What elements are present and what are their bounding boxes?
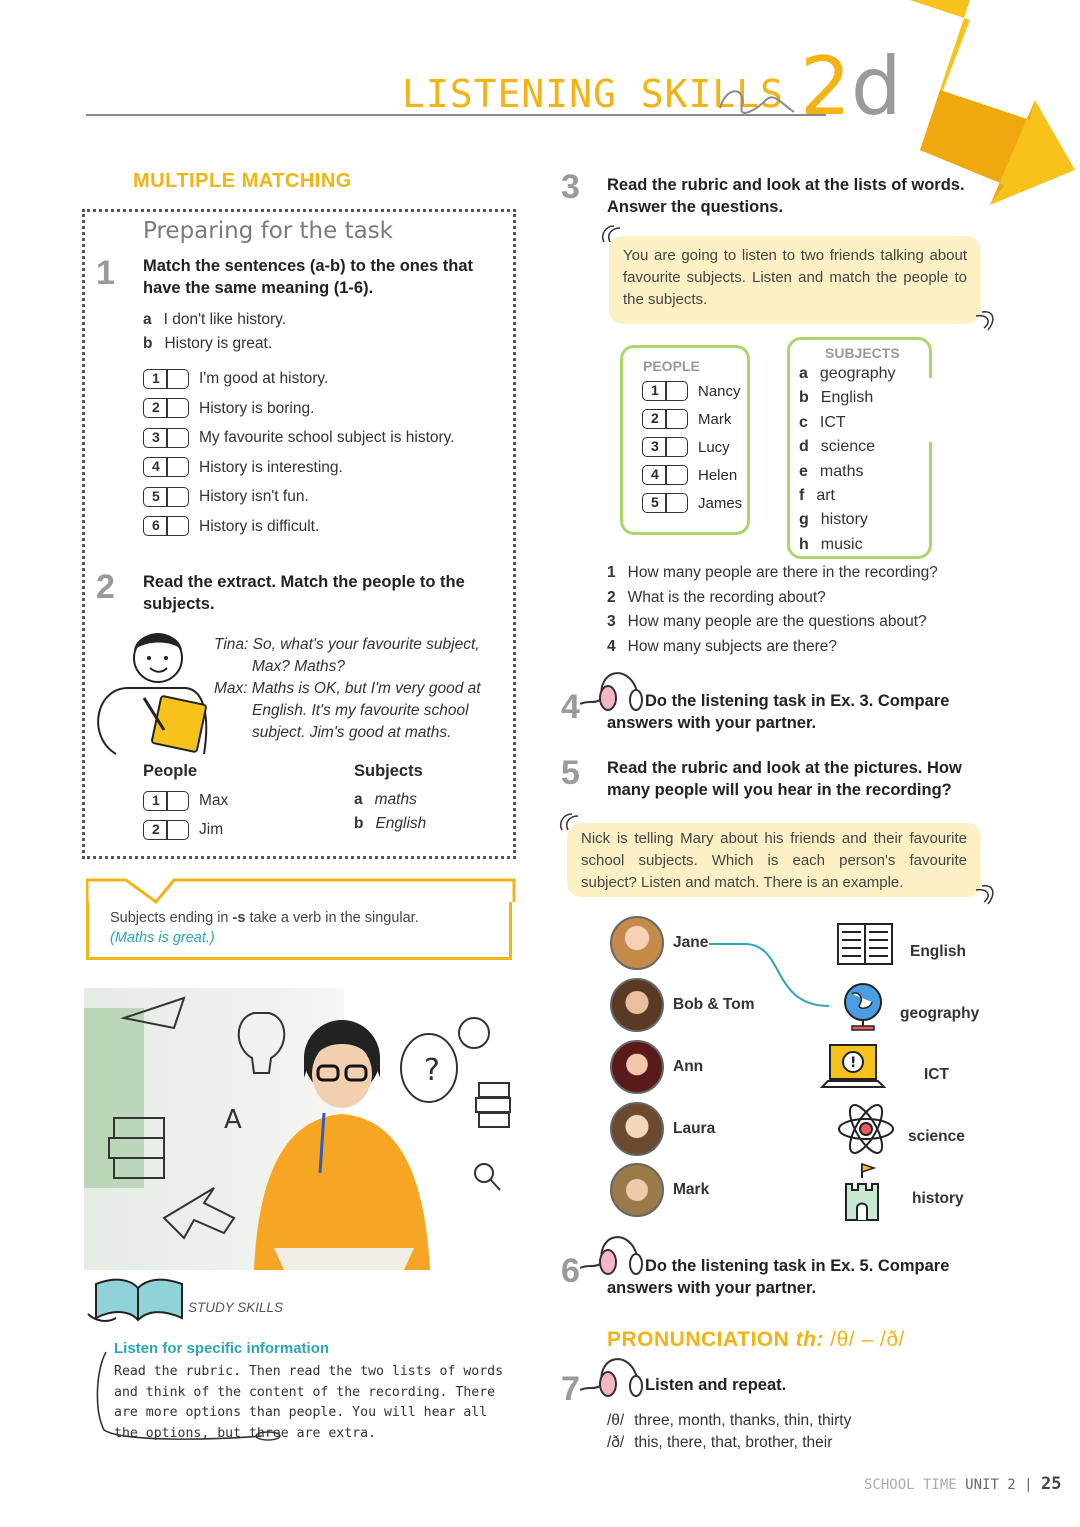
subject-label: science xyxy=(908,1128,965,1145)
avatar xyxy=(610,1102,664,1156)
list-item: g history xyxy=(799,511,868,529)
study-skills-heading: Listen for specific information xyxy=(114,1340,330,1357)
ex5-rubric: Nick is telling Mary about his friends and their favourite school subjects. Which is each person's favourite subject? Listen and match. There is an example. xyxy=(567,823,981,897)
swirl-decoration xyxy=(716,80,796,120)
answer-box[interactable]: 5 xyxy=(642,493,688,513)
answer-box[interactable]: 1 xyxy=(143,791,189,811)
ex2-people xyxy=(143,786,228,844)
answer-box[interactable]: 2 xyxy=(143,398,189,418)
laptop-ict-icon xyxy=(820,1043,886,1091)
person-name: Bob & Tom xyxy=(673,996,755,1013)
answer-box[interactable]: 1 xyxy=(642,381,688,401)
answer-box[interactable]: 5 xyxy=(143,487,189,507)
subjects-heading: Subjects xyxy=(354,762,423,780)
list-item: 4 Helen xyxy=(642,461,742,489)
list-item: 3 How many people are the questions about? xyxy=(607,613,927,630)
list-item: 3 My favourite school subject is history. xyxy=(143,423,455,453)
list-item: e maths xyxy=(799,462,864,480)
list-item: /ð/ this, there, that, brother, their xyxy=(607,1434,833,1451)
atom-science-icon xyxy=(836,1102,896,1156)
subjects-list-heading: SUBJECTS xyxy=(825,345,900,361)
subject-label: English xyxy=(910,943,966,960)
study-skills-body: Read the rubric. Then read the two lists of words and think of the content of the recording. There are more options than people. You will hear all the options, but three are extra. xyxy=(114,1364,504,1441)
people-heading: People xyxy=(143,762,198,780)
list-item: 2 History is boring. xyxy=(143,394,455,424)
list-item: 5 James xyxy=(642,489,742,517)
unit-code: 2d xyxy=(800,40,902,133)
person-name: Mark xyxy=(673,1181,710,1198)
avatar xyxy=(610,978,664,1032)
list-item: 4 History is interesting. xyxy=(143,453,455,483)
answer-box[interactable]: 1 xyxy=(143,369,189,389)
list-item: a geography xyxy=(799,365,896,382)
list-item: 2 Mark xyxy=(642,405,742,433)
answer-box[interactable]: 2 xyxy=(143,820,189,840)
svg-text:?: ? xyxy=(424,1053,440,1088)
ex1-sentences xyxy=(143,308,286,356)
answer-box[interactable]: 3 xyxy=(143,428,189,448)
pronunciation-title: PRONUNCIATION th: /θ/ – /ð/ xyxy=(607,1328,905,1351)
list-item: 6 History is difficult. xyxy=(143,512,455,542)
subject-label: geography xyxy=(900,1005,980,1022)
sentence-a: a I don't like history. xyxy=(143,311,287,328)
ex7-instruction: Listen and repeat. xyxy=(645,1376,787,1394)
exercise-number-1: 1 xyxy=(96,254,115,292)
ex7-words xyxy=(607,1410,851,1454)
exercise-number-5: 5 xyxy=(561,754,580,792)
bracket-decoration xyxy=(92,1350,312,1445)
headphones-icon[interactable] xyxy=(580,1346,646,1400)
answer-box[interactable]: 3 xyxy=(642,437,688,457)
globe-geography-icon xyxy=(830,980,896,1032)
list-item: 4 How many subjects are there? xyxy=(607,637,837,655)
section-title: MULTIPLE MATCHING xyxy=(133,170,352,192)
svg-text:!: ! xyxy=(850,1055,857,1071)
list-item: 5 History isn't fun. xyxy=(143,482,455,512)
book-english-icon xyxy=(836,920,894,968)
list-item: a maths xyxy=(354,791,417,808)
list-item: /θ/ three, month, thanks, thin, thirty xyxy=(607,1412,852,1429)
exercise-number-7: 7 xyxy=(561,1370,580,1408)
student-photo xyxy=(84,988,524,1270)
answer-box[interactable]: 4 xyxy=(642,465,688,485)
book-icon xyxy=(86,1278,190,1330)
page-title: LISTENING SKILLS xyxy=(402,72,785,116)
list-item: c ICT xyxy=(799,413,846,431)
rubric-quote-marks xyxy=(558,812,994,906)
ex2-subjects xyxy=(354,788,426,836)
list-item: 1 Max xyxy=(143,786,228,815)
subjects-list xyxy=(799,362,896,557)
list-item: b English xyxy=(799,389,874,407)
subject-label: ICT xyxy=(924,1066,949,1083)
answer-box[interactable]: 6 xyxy=(143,516,189,536)
answer-box[interactable]: 2 xyxy=(642,409,688,429)
answer-box[interactable]: 4 xyxy=(143,457,189,477)
footer: SCHOOL TIME UNIT 2 | 25 xyxy=(864,1474,1062,1494)
list-item: 2 Jim xyxy=(143,815,228,844)
list-item: 2 What is the recording about? xyxy=(607,588,826,606)
list-item: h music xyxy=(799,535,863,553)
box-heading: Preparing for the task xyxy=(143,218,394,244)
person-name: Ann xyxy=(673,1058,704,1075)
study-skills-label: STUDY SKILLS xyxy=(188,1300,284,1315)
list-item: 1 Nancy xyxy=(642,377,742,405)
exercise-number-2: 2 xyxy=(96,568,115,606)
example-match-line xyxy=(705,930,845,1020)
avatar xyxy=(610,1040,664,1094)
people-list-heading: PEOPLE xyxy=(643,358,700,374)
rubric-quote-marks xyxy=(600,224,994,332)
castle-history-icon xyxy=(842,1162,882,1222)
list-item: f art xyxy=(799,487,835,505)
person-name: Jane xyxy=(673,934,709,951)
list-item: 3 Lucy xyxy=(642,433,742,461)
people-list xyxy=(642,377,742,517)
dialogue: Tina: So, what's your favourite subject, Max? Maths? Max: Maths is OK, but I'm very good at English. It's my favourite school subject. Jim's good at maths. xyxy=(214,636,481,741)
avatar xyxy=(610,916,664,970)
exercise-number-6: 6 xyxy=(561,1252,580,1290)
svg-text:A: A xyxy=(224,1105,242,1135)
person-name: Laura xyxy=(673,1120,716,1137)
list-item: d science xyxy=(799,438,876,456)
sentence-b: b History is great. xyxy=(143,335,273,352)
boy-writing-illustration xyxy=(86,626,216,758)
list-item: b English xyxy=(354,815,427,832)
ex3-rubric: You are going to listen to two friends talking about favourite subjects. Listen and match the people to the subjects. xyxy=(609,236,981,324)
ex2-instruction: Read the extract. Match the people to the subjects. xyxy=(143,573,465,613)
note-tab-border xyxy=(86,876,516,906)
list-item: 1 I'm good at history. xyxy=(143,364,455,394)
ex3-instruction: Read the rubric and look at the lists of words. Answer the questions. xyxy=(607,176,965,216)
ex6-instruction: Do the listening task in Ex. 5. Compare answers with your partner. xyxy=(607,1257,950,1297)
exercise-number-3: 3 xyxy=(561,168,580,206)
list-item: 1 How many people are there in the recording? xyxy=(607,564,938,581)
ex4-instruction: Do the listening task in Ex. 3. Compare answers with your partner. xyxy=(607,692,950,732)
avatar xyxy=(610,1163,664,1217)
exercise-number-4: 4 xyxy=(561,688,580,726)
ex3-questions xyxy=(607,561,938,659)
ex1-items xyxy=(143,364,455,541)
subject-label: history xyxy=(912,1190,964,1207)
ex1-instruction: Match the sentences (a-b) to the ones that have the same meaning (1-6). xyxy=(143,257,474,297)
ex5-instruction: Read the rubric and look at the pictures. How many people will you hear in the recording? xyxy=(607,759,962,799)
grammar-note: Subjects ending in -s take a verb in the singular. (Maths is great.) xyxy=(110,910,419,946)
